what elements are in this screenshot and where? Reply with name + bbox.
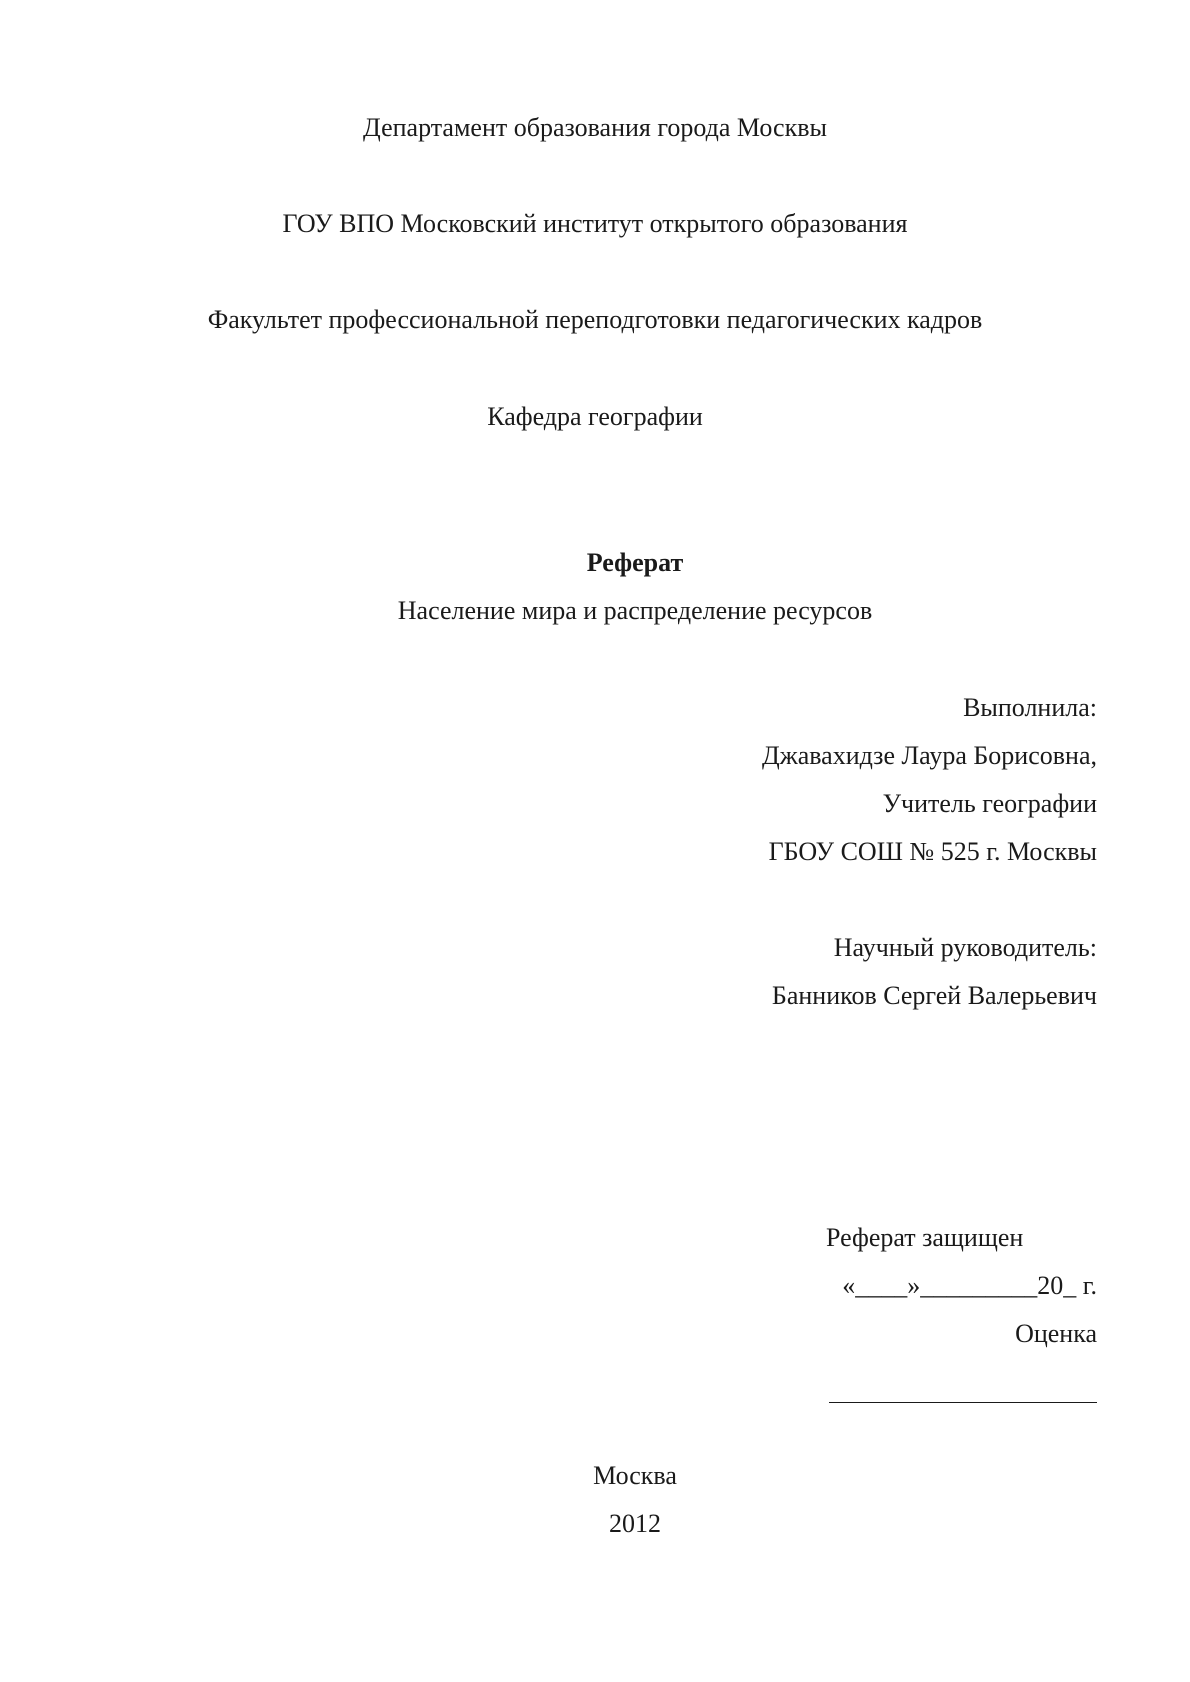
chair-line: Кафедра географии: [487, 402, 703, 431]
institute-line: ГОУ ВПО Московский институт открытого образования: [282, 209, 908, 238]
supervisor-label: Научный руководитель:: [833, 933, 1097, 962]
defense-date-line: «____»_________20_ г.: [842, 1271, 1097, 1300]
grade-label: Оценка: [1015, 1319, 1097, 1348]
year-line: 2012: [609, 1509, 661, 1538]
document-type-title: Реферат: [586, 548, 684, 577]
defense-label: Реферат защищен: [826, 1223, 1024, 1252]
author-school: ГБОУ СОШ № 525 г. Москвы: [768, 837, 1097, 866]
author-position: Учитель географии: [882, 789, 1097, 818]
document-topic: Население мира и распределение ресурсов: [397, 596, 873, 625]
department-line: Департамент образования города Москвы: [363, 113, 827, 142]
city-line: Москва: [593, 1461, 677, 1490]
author-name: Джавахидзе Лаура Борисовна,: [762, 741, 1097, 770]
author-label: Выполнила:: [963, 693, 1097, 722]
grade-signature-line: [829, 1402, 1097, 1403]
supervisor-name: Банников Сергей Валерьевич: [771, 981, 1097, 1010]
faculty-line: Факультет профессиональной переподготовки педагогических кадров: [207, 305, 983, 334]
